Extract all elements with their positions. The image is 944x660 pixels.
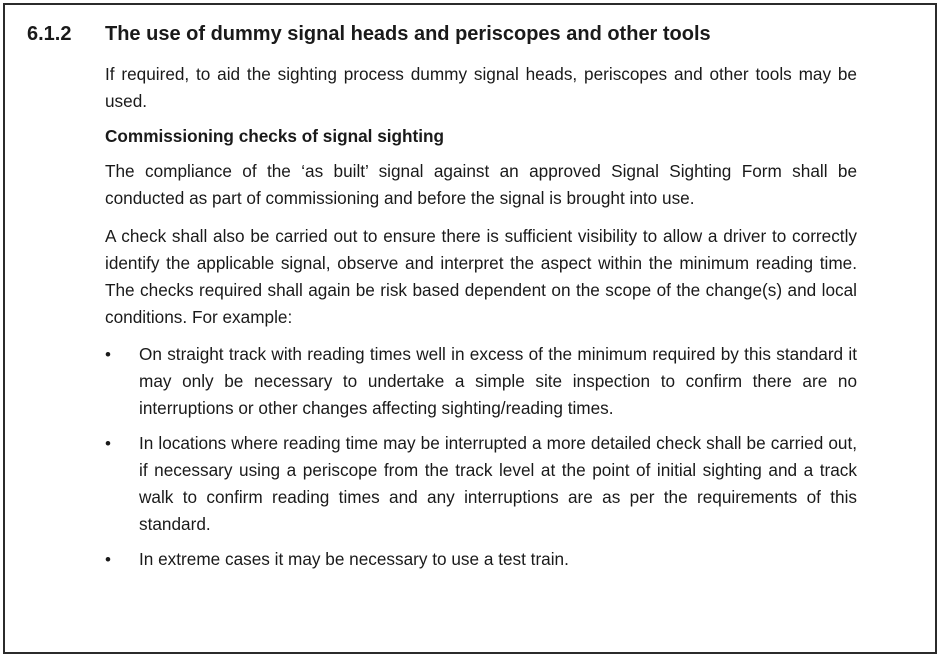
bullet-icon: •	[105, 434, 111, 453]
list-item	[105, 546, 857, 573]
example-list	[105, 341, 857, 573]
paragraph-compliance: The compliance of the ‘as built’ signal against an approved Signal Sighting Form shall be conducted as part of commissioning and before the signal is brought into use.	[105, 161, 857, 208]
list-item-text: In extreme cases it may be necessary to use a test train.	[139, 549, 569, 569]
list-item	[105, 430, 857, 538]
bullet-icon: •	[105, 550, 111, 569]
list-item-text: On straight track with reading times well in excess of the minimum required by this standard it may only be necessary to undertake a simple site inspection to confirm there are no interruptions or other changes affecting sighting/reading times.	[139, 344, 857, 418]
section-number: 6.1.2	[27, 23, 72, 45]
paragraph-visibility-check: A check shall also be carried out to ensure there is sufficient visibility to allow a driver to correctly identify the applicable signal, observe and interpret the aspect within the minimum reading time. The checks required shall again be risk based dependent on the scope of the change(s) and local conditions. For example:	[105, 226, 857, 327]
list-item-text: In locations where reading time may be interrupted a more detailed check shall be carried out, if necessary using a periscope from the track level at the point of initial sighting and a track walk to confirm reading times and any interruptions are as per the requirements of this standard.	[139, 433, 857, 534]
subheading: Commissioning checks of signal sighting	[105, 126, 445, 146]
document-frame	[3, 3, 937, 654]
section-title: The use of dummy signal heads and periscopes and other tools	[105, 23, 711, 45]
intro-paragraph: If required, to aid the sighting process dummy signal heads, periscopes and other tools may be used.	[105, 64, 857, 111]
section-heading	[27, 21, 907, 47]
section-body	[105, 61, 857, 581]
list-item	[105, 341, 857, 422]
bullet-icon: •	[105, 345, 111, 364]
